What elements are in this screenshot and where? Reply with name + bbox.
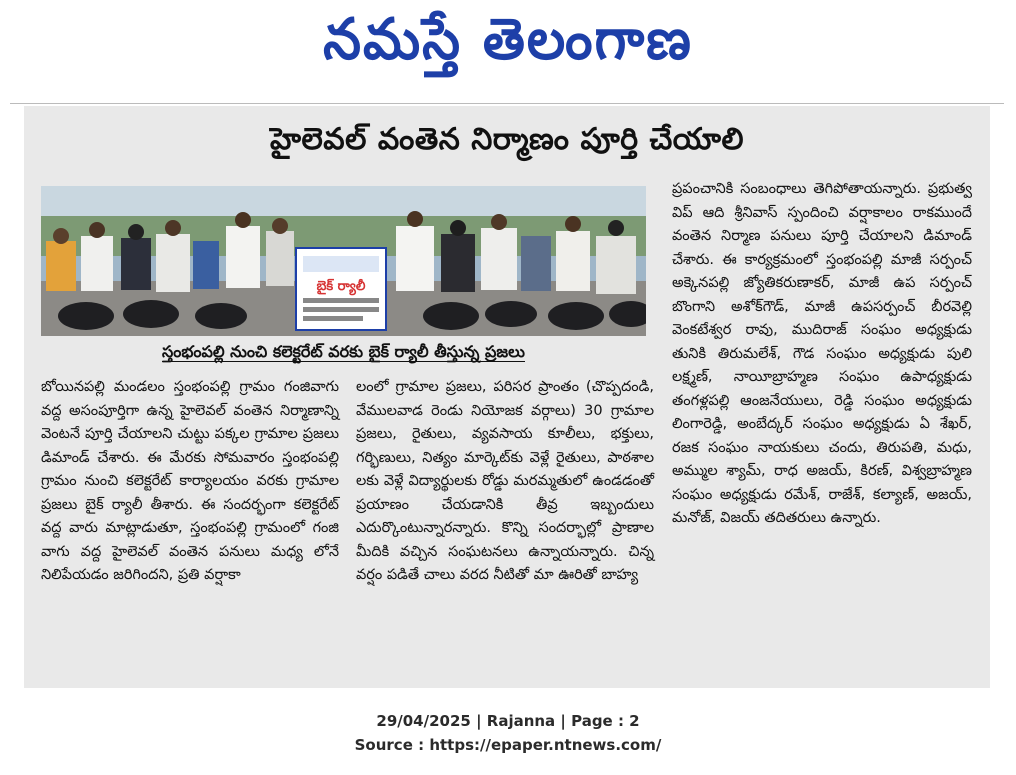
masthead-title: నమస్తే తెలంగాణ <box>323 5 693 72</box>
photo-caption <box>41 342 646 365</box>
footer-date-line: 29/04/2025 | Rajanna | Page : 2 <box>376 712 640 730</box>
footer-source-line: Source : https://epaper.ntnews.com/ <box>354 736 662 754</box>
rally-photo <box>41 186 646 336</box>
banner-text: బైక్ ర్యాలీ <box>316 279 366 294</box>
news-clipping <box>24 106 990 688</box>
article-headline: హైలెవల్ వంతెన నిర్మాణం పూర్తి చేయాలి <box>270 122 744 157</box>
photo-caption-text: స్తంభంపల్లి నుంచి కలెక్టరేట్ వరకు బైక్ ర్యాలీ తీస్తున్న ప్రజలు <box>162 342 525 361</box>
article-column-1: బోయినపల్లి మండలం స్తంభంపల్లి గ్రామం గంజివాగు వద్ద అసంపూర్తిగా ఉన్న హైలెవల్ వంతెన నిర్మాణాన్ని వెంటనే పూర్తి చేయాలని చుట్టు పక్కల గ్రామాల ప్రజలు డిమాండ్ చేశారు. ఈ మేరకు సోమవారం స్తంభంపల్లి గ్రామం నుంచి కలెక్టరేట్ కార్యాలయం వరకు గ్రామాల ప్రజలు బైక్ ర్యాలీ తీశారు. ఈ సందర్భంగా కలెక్టరేట్ వద్ద వారు మాట్లాడుతూ, స్తంభంపల్లి గ్రామంలో గంజి వాగు వద్ద హైలెవల్ వంతెన పనులు మధ్య లోనే నిలిపేయడం జరిగిందని, ప్రతి వర్షాకా <box>41 379 339 583</box>
article-column-3: ప్రపంచానికి సంబంధాలు తెగిపోతాయన్నారు. ప్రభుత్వ విప్ ఆది శ్రీనివాస్ స్పందించి వర్షాకాలం రాకముందే వంతెన నిర్మాణ పనులు పూర్తి చేయాలని డిమాండ్ చేశారు. ఈ కార్యక్రమంలో స్తంభంపల్లి మాజీ సర్పంచ్ అక్కెనపల్లి జ్యోతికరుణాకర్, మాజీ ఉప సర్పంచ్ బొంగాని అశోక్‌గౌడ్, మాజీ ఉపసర్పంచ్ బీరవెల్లి వెంకటేశ్వర రావు, ముదిరాజ్ సంఘం అధ్యక్షుడు తునికి తిరుమలేశ్, గౌడ సంఘం అధ్యక్షుడు పులి లక్ష్మణ్, నాయీబ్రాహ్మణ సంఘం ఉపాధ్యక్షుడు తంగళ్లపల్లి ఆంజనేయులు, రెడ్డి సంఘం అధ్యక్షుడు లింగారెడ్డి, అంబేద్కర్ సంఘం అధ్యక్షుడు ఏ శేఖర్, రజక సంఘం నాయకులు చందు, తిరుపతి, మధు, అమ్ముల శ్యామ్, రాధ అజయ్, కిరణ్, విశ్వబ్రాహ్మణ సంఘం అధ్యక్షుడు రమేశ్, రాజేశ్, కల్యాణ్, అజయ్, మనోజ్, విజయ్ తదితరులు ఉన్నారు. <box>672 181 972 526</box>
masthead-divider <box>10 103 1004 104</box>
masthead-logo <box>0 0 1016 92</box>
article-column-2: లంలో గ్రామాల ప్రజలు, పరిసర ప్రాంతం (చొప్పదండి, వేములవాడ రెండు నియోజక వర్గాలు) 30 గ్రామాల ప్రజలు, రైతులు, వ్యవసాయ కూలీలు, భక్తులు, గర్భిణులు, నిత్యం మార్కెట్‌కు వెళ్లే రైతులు, పాఠశాల లకు వెళ్లే విద్యార్థులకు రోడ్డు మరమ్మతులో ఉండడంతో ప్రయాణం చేయడానికి తీవ్ర ఇబ్బందులు ఎదుర్కొంటున్నారన్నారు. కొన్ని సందర్భాల్లో ప్రాణాల మీదికి వచ్చిన సంఘటనలు ఉన్నాయన్నారు. చిన్న వర్షం పడితే చాలు వరద నీటితో మా ఊరితో బాహ్య <box>356 379 654 583</box>
